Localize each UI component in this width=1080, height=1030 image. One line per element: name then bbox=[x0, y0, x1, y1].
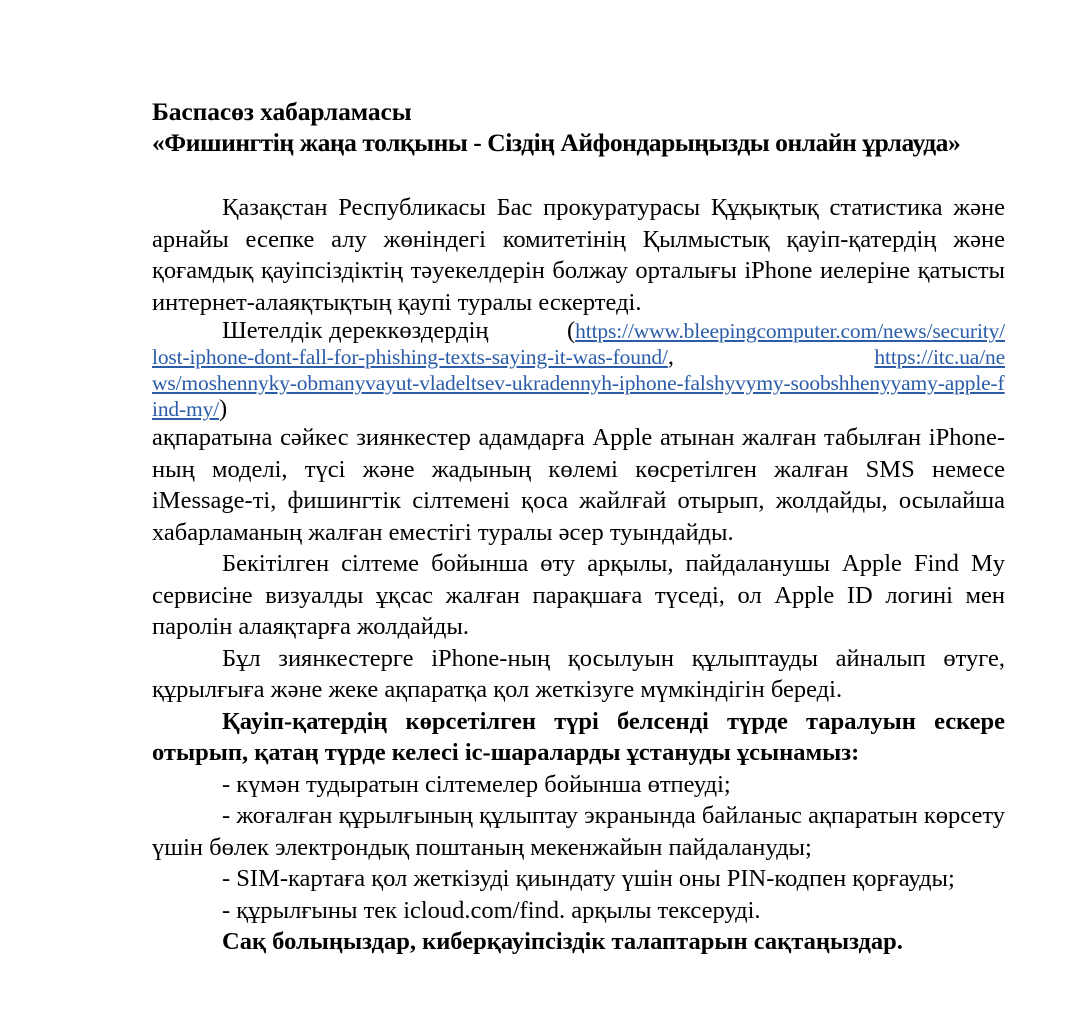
paragraph-sources bbox=[152, 318, 1005, 422]
heading-line-2: «Фишингтің жаңа толқыны - Сіздің Айфондарыңызды онлайн ұрлауда» bbox=[152, 128, 961, 157]
paragraph-recommendation-lead: Қауіп-қатердің көрсетілген түрі белсенді түрде таралуын ескере отырып, қатаң түрде келесі іс-шараларды ұстануды ұсынамыз: bbox=[152, 707, 1005, 766]
paragraph-consequence: Бұл зиянкестерге iPhone-ның қосылуын құлыптауды айналып өтуге, құрылғыға және жеке ақпаратқа қол жеткізуге мүмкіндігін береді. bbox=[152, 644, 1005, 703]
paragraph-intro: Қазақстан Республикасы Бас прокуратурасы Құқықтық статистика және арнайы есепке алу жөніндегі комитетінің Қылмыстық қауіп-қатердің және қоғамдық қауіпсіздіктің тәуекелдерін болжау орталығы iPhone иелеріне қатысты интернет-алаяқтықтың қаупі туралы ескертеді. bbox=[152, 194, 1005, 316]
document-body bbox=[152, 96, 1005, 958]
source-link-itc-ua[interactable]: https://itc.ua/news/moshennyky-obmanyvayut-vladeltsev-ukradennyh-iphone-falshyvymy-soobshhenyyamy-apple-find-my/ bbox=[152, 345, 1006, 421]
document-heading bbox=[152, 96, 1005, 158]
source-link-bleepingcomputer[interactable]: https://www.bleepingcomputer.com/news/security/lost-iphone-dont-fall-for-phishing-texts-saying-it-was-found/ bbox=[152, 319, 1006, 369]
recommendation-item-3: - SIM-картаға қол жеткізуді қиындату үшін оны PIN-кодпен қорғауды; bbox=[222, 865, 955, 892]
recommendation-item-1: - күмән тудыратын сілтемелер бойынша өтпеуді; bbox=[222, 770, 731, 798]
open-paren: ( bbox=[567, 317, 576, 344]
paragraph-after-links: ақпаратына сәйкес зиянкестер адамдарға Apple атынан жалған табылған iPhone-ның моделі, түсі және жадының көлемі көсретілген жалған SMS немесе iMessage-ті, фишингтік сілтемені қоса жайлғай отырып, жолдайды, осылайша хабарламаның жалған еместігі туралы әсер туындайды. bbox=[152, 424, 1005, 546]
recommendation-item-2: - жоғалған құрылғының құлыптау экранында байланыс ақпаратын көрсету үшін бөлек электрондық поштаның мекенжайын пайдалануды; bbox=[152, 802, 1005, 861]
link-separator: , bbox=[667, 343, 681, 370]
sources-lead-text: Шетелдік дереккөздердің bbox=[222, 317, 489, 344]
close-paren: ) bbox=[219, 395, 228, 422]
paragraph-phishing-page: Бекітілген сілтеме бойынша өту арқылы, пайдаланушы Apple Find My сервисіне визуалды ұқсас жалған парақшаға түседі, ол Apple ID логині мен паролін алаяқтарға жолдайды. bbox=[152, 550, 1005, 640]
heading-line-1: Баспасөз хабарламасы bbox=[152, 97, 412, 126]
paragraph-closing: Сақ болыңыздар, киберқауіпсіздік талаптарын сақтаңыздар. bbox=[222, 928, 903, 955]
sources-spacer bbox=[489, 317, 567, 344]
links-gap bbox=[680, 343, 874, 370]
recommendation-item-4: - құрылғыны тек icloud.com/find. арқылы тексеруді. bbox=[222, 896, 761, 924]
